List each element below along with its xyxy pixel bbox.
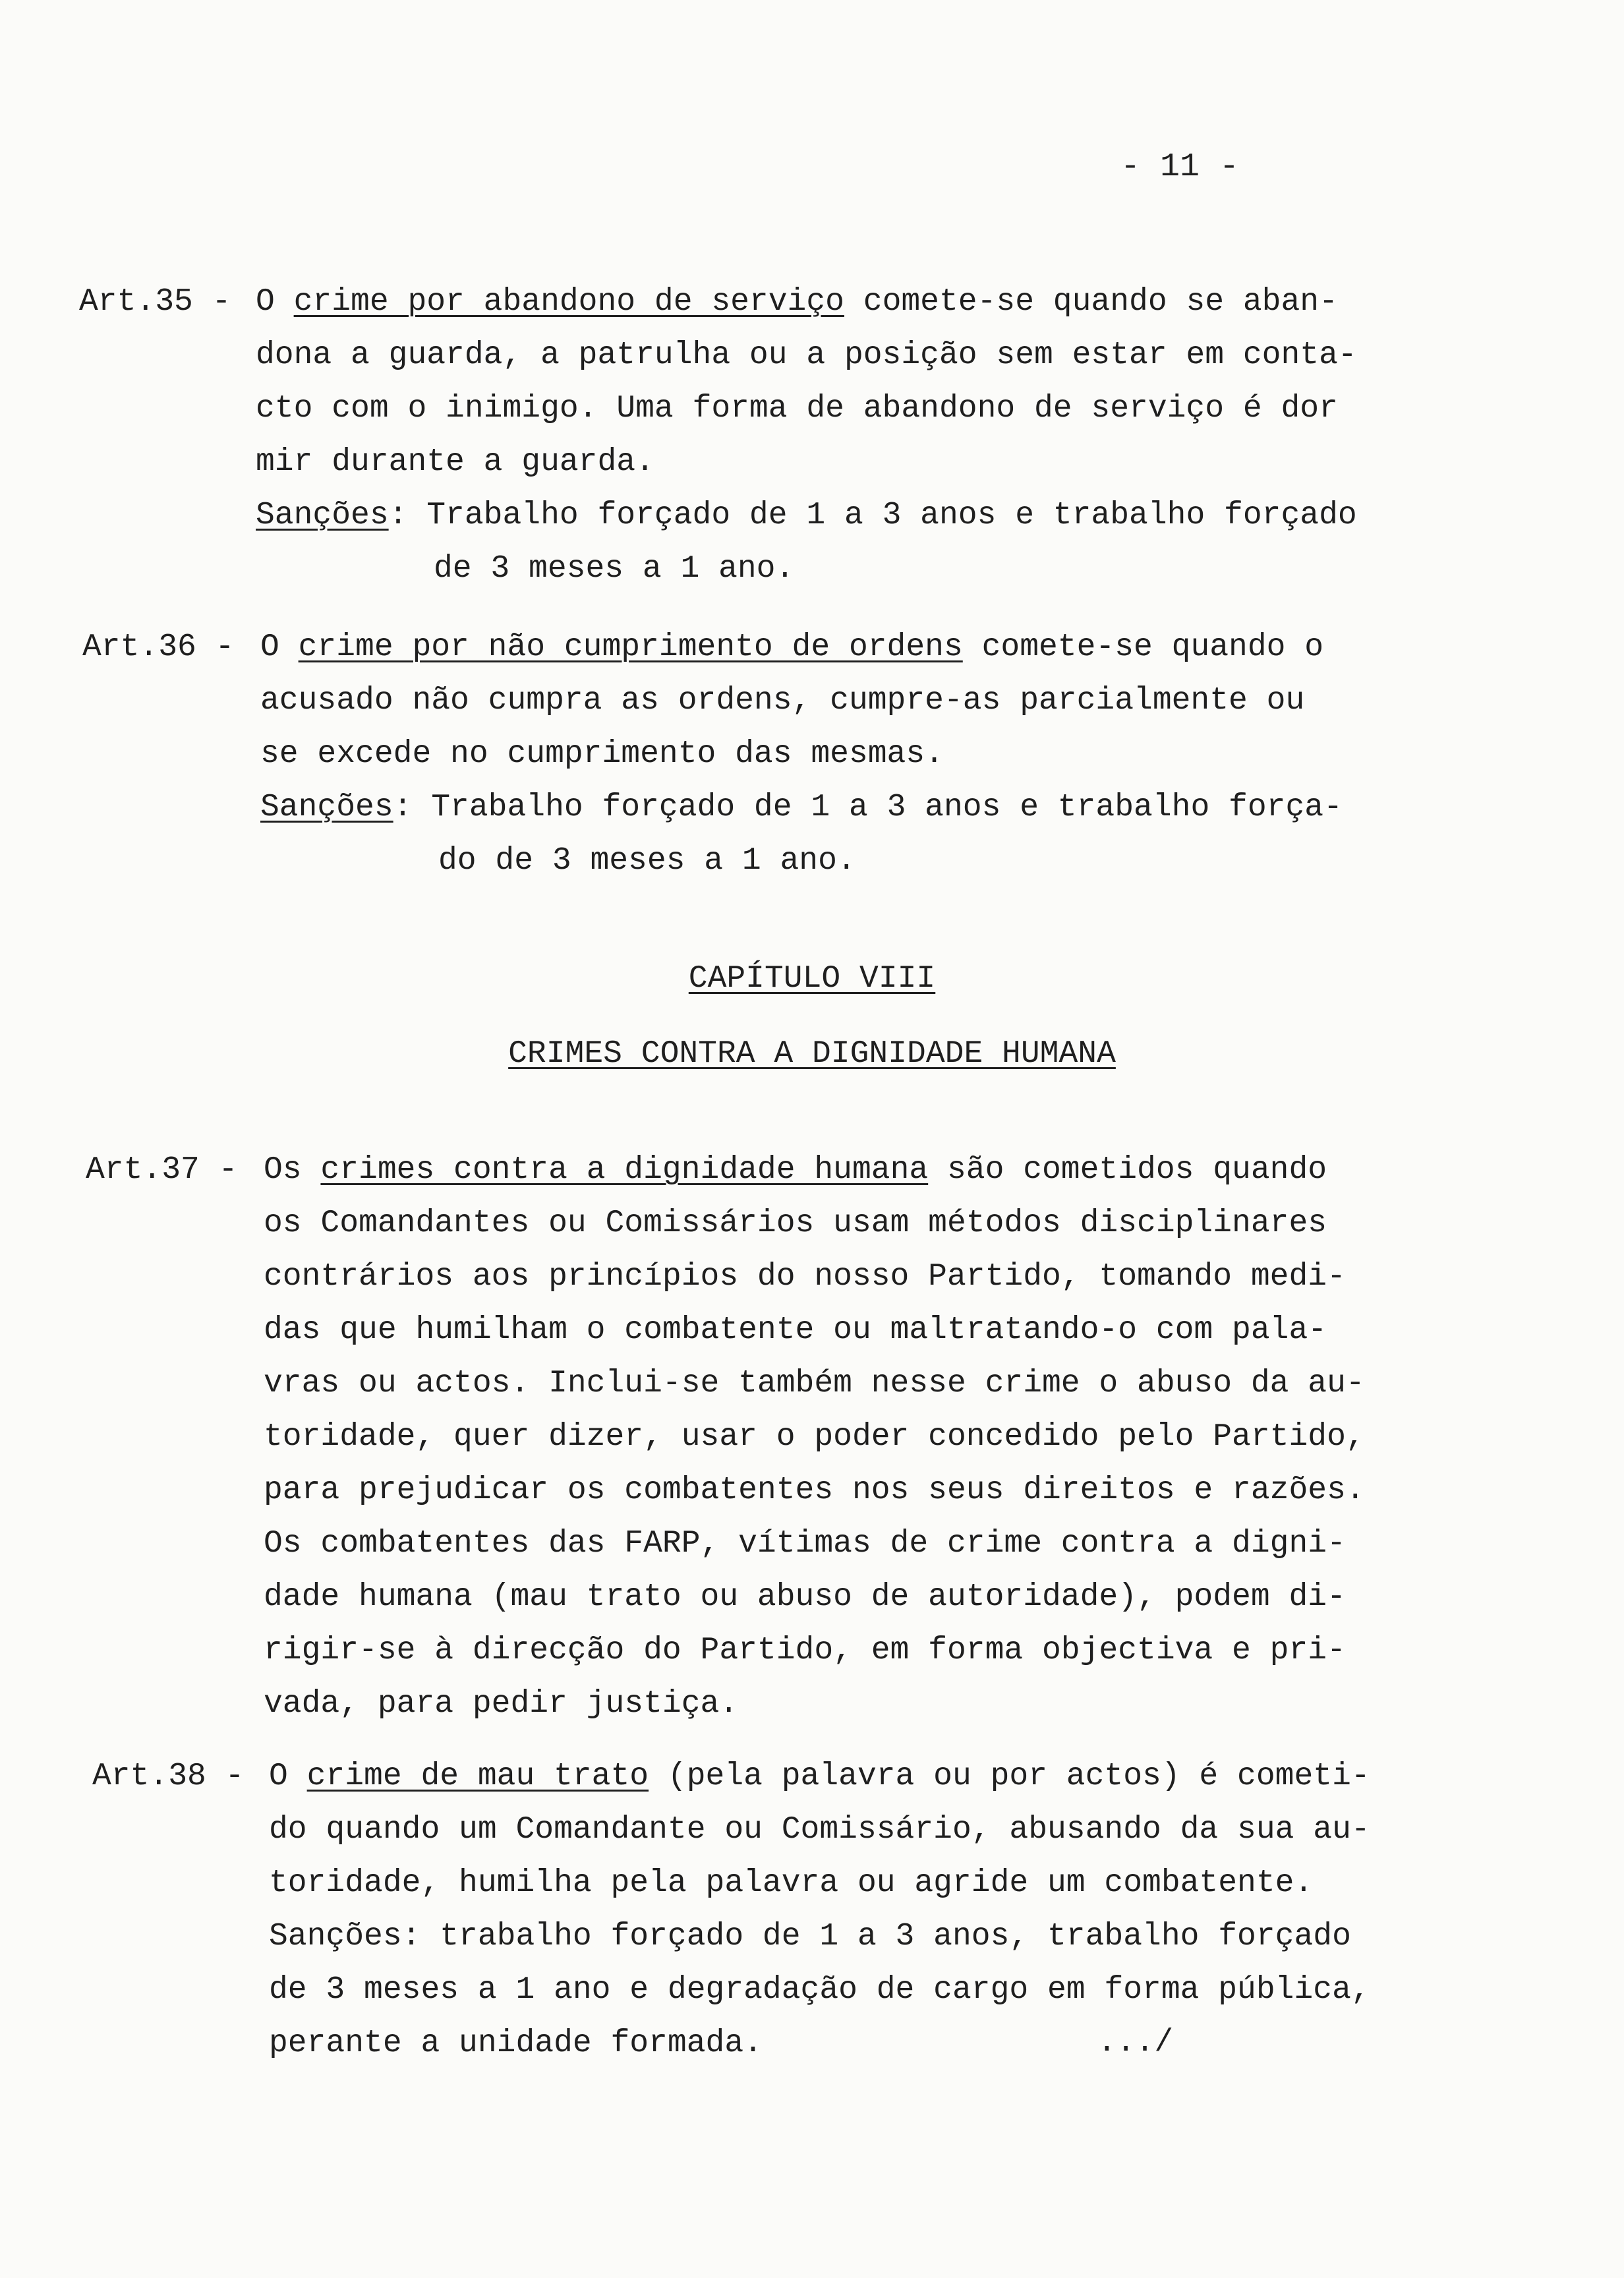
article-label: Art.36 - [82,629,235,665]
article-label: Art.38 - [92,1759,245,1794]
article-term: crime por abandono de serviço [293,284,844,320]
text-line: se excede no cumprimento das mesmas. [260,736,944,772]
text-line: cto com o inimigo. Uma forma de abandono de serviço é dor [256,391,1338,426]
article-label: Art.35 - [79,284,231,320]
chapter-subtitle: CRIMES CONTRA A DIGNIDADE HUMANA [508,1036,1116,1072]
continuation-mark: .../ [1097,2025,1174,2060]
article-term: crime por não cumprimento de ordens [298,629,963,665]
text-line: dade humana (mau trato ou abuso de autoridade), podem di- [264,1579,1346,1615]
text-line: perante a unidade formada. [269,2026,763,2061]
sanctions-line: Sanções: Trabalho forçado de 1 a 3 anos e trabalho força- [260,790,1343,825]
text-line: das que humilham o combatente ou maltratando-o com pala- [264,1312,1327,1348]
text-line: para prejudicar os combatentes nos seus direitos e razões. [264,1473,1365,1508]
text-line: toridade, humilha pela palavra ou agride um combatente. [269,1865,1314,1901]
text-line: vras ou actos. Inclui-se também nesse crime o abuso da au- [264,1366,1365,1401]
text-line: do quando um Comandante ou Comissário, abusando da sua au- [269,1812,1370,1848]
text-line: dona a guarda, a patrulha ou a posição sem estar em conta- [256,337,1357,373]
text-line: toridade, quer dizer, usar o poder concedido pelo Partido, [264,1419,1365,1455]
text-line: do de 3 meses a 1 ano. [438,843,856,879]
text-line: contrários aos princípios do nosso Partido, tomando medi- [264,1259,1346,1295]
text-line: de 3 meses a 1 ano. [434,551,795,587]
article-term: crimes contra a dignidade humana [320,1152,929,1188]
text-line: Os combatentes das FARP, vítimas de crime contra a digni- [264,1526,1346,1562]
sanctions-label: Sanções [260,790,393,825]
sanctions-label: Sanções [256,498,389,533]
text-line: vada, para pedir justiça. [264,1686,739,1722]
text-line: de 3 meses a 1 ano e degradação de cargo em forma pública, [269,1972,1370,2008]
text-line: acusado não cumpra as ordens, cumpre-as parcialmente ou [260,683,1305,718]
chapter-title: CAPÍTULO VIII [688,961,936,997]
text-line: mir durante a guarda. [256,444,654,480]
article-label: Art.37 - [86,1152,238,1188]
document-page: - 11 - Art.35 - O crime por abandono de serviço comete-se quando se aban- dona a guarda, a patrulha ou a posição sem estar em conta- cto com o inimigo. Uma forma de abandono de serviço é dor mir durante a guarda. Sanções: Trabalho forçado de 1 a 3 anos e trabalho forçado de 3 meses a 1 ano. Art.36 - O crime por não cumprimento de ordens comete-se quando o acusado não cumpra as ordens, cumpre-as parcialmente ou se excede no cumprimento das mesmas. Sanções: Trabalho forçado de 1 a 3 anos e trabalho força- do de 3 meses a 1 ano. CAPÍTULO VIII CRIMES CONTRA A DIGNIDADE HUMANA Art.37 - Os crimes contra a dignidade humana são cometidos quando os Comandantes ou Comissários usam métodos disciplinares contrários aos princípios do nosso Partido, tomando medi- das que humilham o combatente ou maltratando-o com pala- vras ou actos. Inclui-se também nesse crime o abuso da au- toridade, quer dizer, usar o poder concedido pelo Partido, para prejudicar os combatentes nos seus direitos e razões. Os combatentes das FARP, vítimas de crime contra a digni- dade humana (mau trato ou abuso de autoridade), podem di- rigir-se à direcção do Partido, em forma objectiva e pri- vada, para pedir justiça. Art.38 - O crime de mau trato (pela palavra ou por actos) é cometi- do quando um Comandante ou Comissário, abusando da sua au- toridade, humilha pela palavra ou agride um combatente. Sanções: trabalho forçado de 1 a 3 anos, trabalho forçado de 3 meses a 1 ano e degradação de cargo em forma pública, perante a unidade formada. .../ [0,0,1624,2278]
article-term: crime de mau trato [306,1759,649,1794]
sanctions-line: Sanções: Trabalho forçado de 1 a 3 anos e trabalho forçado [256,498,1357,533]
page-number: - 11 - [1120,148,1240,186]
text-line: os Comandantes ou Comissários usam métodos disciplinares [264,1206,1327,1241]
text-line: rigir-se à direcção do Partido, em forma objectiva e pri- [264,1633,1346,1668]
text-line: Sanções: trabalho forçado de 1 a 3 anos, trabalho forçado [269,1919,1351,1954]
